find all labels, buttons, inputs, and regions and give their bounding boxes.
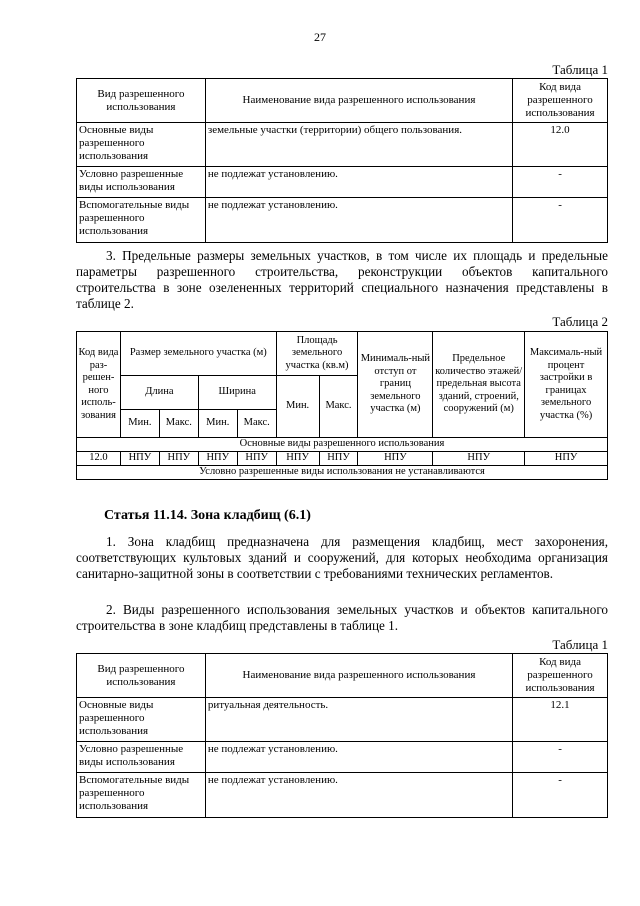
table-cell: не подлежат установлению. bbox=[205, 773, 512, 818]
header-cell: Макс. bbox=[159, 410, 198, 438]
table-cell: 12.0 bbox=[513, 123, 608, 167]
header-cell: Наименование вида разрешенного использования bbox=[205, 654, 512, 698]
table-cell: НПУ bbox=[525, 452, 608, 466]
table-row bbox=[77, 742, 608, 773]
table-cell: Условно разрешенные виды использования bbox=[77, 742, 206, 773]
table-cell: 12.1 bbox=[513, 698, 608, 742]
table-row bbox=[77, 123, 608, 167]
table2-section-row bbox=[77, 466, 608, 480]
header-cell: Мин. bbox=[276, 376, 319, 438]
table-row bbox=[77, 167, 608, 198]
header-cell: Длина bbox=[120, 376, 198, 410]
table-row bbox=[77, 773, 608, 818]
table-cell: - bbox=[513, 773, 608, 818]
table-cell: НПУ bbox=[433, 452, 525, 466]
table1-bottom bbox=[76, 653, 608, 818]
header-cell: Наименование вида разрешенного использования bbox=[205, 79, 512, 123]
table-cell: НПУ bbox=[319, 452, 358, 466]
table2-header-row bbox=[77, 332, 608, 376]
table-cell: ритуальная деятельность. bbox=[205, 698, 512, 742]
header-cell: Минималь-ный отступ от границ земельного участка (м) bbox=[358, 332, 433, 438]
paragraph-1: 1. Зона кладбищ предназначена для размещения кладбищ, мест захоронения, соответствующих культовых зданий и сооружений, для которых необходима организация санитарно-защитной зоны в соответствии с требованиями технических регламентов. bbox=[76, 534, 608, 581]
paragraph-3: 3. Предельные размеры земельных участков, в том числе их площадь и предельные параметры разрешенного строительства, реконструкции объектов капитального строительства в зоне озелененных территорий специального назначения представлены в таблице 2. bbox=[76, 248, 608, 311]
table1-bottom-header-row bbox=[77, 654, 608, 698]
table-cell: Основные виды разрешенного использования bbox=[77, 698, 206, 742]
header-cell: Предельное количество этажей/ предельная высота зданий, строений, сооружений (м) bbox=[433, 332, 525, 438]
table-cell: Вспомогательные виды разрешенного использования bbox=[77, 773, 206, 818]
paragraph-2: 2. Виды разрешенного использования земельных участков и объектов капитального строительства в зоне кладбищ представлены в таблице 1. bbox=[76, 602, 608, 633]
table-cell: НПУ bbox=[237, 452, 276, 466]
table-row bbox=[77, 198, 608, 243]
table-row bbox=[77, 698, 608, 742]
article-heading: Статья 11.14. Зона кладбищ (6.1) bbox=[104, 508, 311, 523]
header-cell: Макс. bbox=[319, 376, 358, 438]
header-cell: Площадь земельного участка (кв.м) bbox=[276, 332, 358, 376]
table-cell: Вспомогательные виды разрешенного использования bbox=[77, 198, 206, 243]
table1-top-caption: Таблица 1 bbox=[552, 62, 608, 77]
table-cell: - bbox=[513, 167, 608, 198]
table-cell: НПУ bbox=[198, 452, 237, 466]
header-cell: Макс. bbox=[237, 410, 276, 438]
header-cell: Размер земельного участка (м) bbox=[120, 332, 276, 376]
table-row bbox=[77, 452, 608, 466]
table1-top bbox=[76, 78, 608, 243]
section-label: Условно разрешенные виды использования не устанавливаются bbox=[77, 466, 608, 480]
table-cell: не подлежат установлению. bbox=[205, 742, 512, 773]
table1-top-header-row bbox=[77, 79, 608, 123]
table2-section-row bbox=[77, 438, 608, 452]
header-cell: Мин. bbox=[120, 410, 159, 438]
page-number: 27 bbox=[314, 30, 326, 44]
table-cell: НПУ bbox=[159, 452, 198, 466]
header-cell: Вид разрешенного использования bbox=[77, 654, 206, 698]
table2 bbox=[76, 331, 608, 480]
table-cell: не подлежат установлению. bbox=[205, 198, 512, 243]
header-cell: Максималь-ный процент застройки в границах земельного участка (%) bbox=[525, 332, 608, 438]
header-cell: Мин. bbox=[198, 410, 237, 438]
table-cell: Условно разрешенные виды использования bbox=[77, 167, 206, 198]
table-cell: не подлежат установлению. bbox=[205, 167, 512, 198]
table-cell: земельные участки (территории) общего пользования. bbox=[205, 123, 512, 167]
header-cell: Код вида разрешенного использования bbox=[513, 654, 608, 698]
table-cell: НПУ bbox=[120, 452, 159, 466]
header-cell: Вид разрешенного использования bbox=[77, 79, 206, 123]
table-cell: НПУ bbox=[276, 452, 319, 466]
header-cell: Код вида разрешенного использования bbox=[513, 79, 608, 123]
section-label: Основные виды разрешенного использования bbox=[77, 438, 608, 452]
table-cell: - bbox=[513, 198, 608, 243]
table-cell: Основные виды разрешенного использования bbox=[77, 123, 206, 167]
header-cell: Код вида раз-решен-ного исполь-зования bbox=[77, 332, 121, 438]
table-cell: - bbox=[513, 742, 608, 773]
table1-bottom-caption: Таблица 1 bbox=[552, 637, 608, 652]
table2-caption: Таблица 2 bbox=[552, 314, 608, 329]
table-cell: НПУ bbox=[358, 452, 433, 466]
table-cell: 12.0 bbox=[77, 452, 121, 466]
header-cell: Ширина bbox=[198, 376, 276, 410]
